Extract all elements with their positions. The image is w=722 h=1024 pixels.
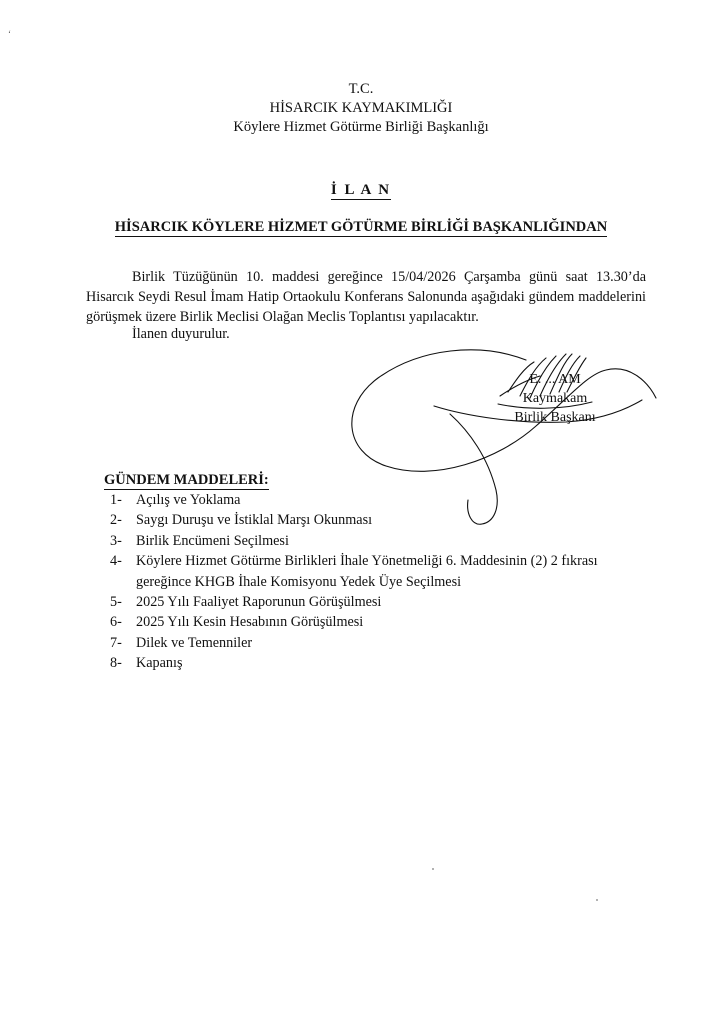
list-item: [110, 612, 670, 632]
agenda-item-number: 8-: [110, 655, 122, 672]
scan-speck: [596, 899, 598, 901]
list-item: [110, 592, 670, 612]
scan-speck: [432, 868, 434, 870]
agenda-item-number: 3-: [110, 532, 122, 549]
list-item: [110, 633, 670, 653]
issuing-authority-text: HİSARCIK KÖYLERE HİZMET GÖTÜRME BİRLİĞİ BAŞKANLIĞINDAN: [114, 219, 608, 235]
document-title-text: İ L A N: [330, 182, 392, 198]
list-item: [110, 653, 670, 673]
agenda-item-number: 1-: [110, 492, 122, 508]
agenda-list: [110, 490, 670, 674]
agenda-item-text: Kapanış: [136, 655, 183, 672]
agenda-item-number: 6-: [110, 614, 122, 631]
letterhead: [0, 80, 722, 137]
agenda-item-number: 2-: [110, 512, 122, 529]
agenda-item-text: Saygı Duruşu ve İstiklal Marşı Okunması: [136, 512, 373, 529]
agenda-item-number: 5-: [110, 594, 122, 611]
signatory-title-1: Kaymakam: [522, 391, 588, 406]
list-item: [110, 510, 670, 530]
list-item: [110, 551, 670, 571]
signature-block: [455, 370, 655, 427]
agenda-item-text: 2025 Yılı Kesin Hesabının Görüşülmesi: [136, 614, 364, 631]
agenda-item-text: Açılış ve Yoklama: [136, 492, 241, 508]
agenda-item-text: Birlik Encümeni Seçilmesi: [136, 532, 289, 549]
document-title: [0, 182, 722, 199]
agenda-item-text: Dilek ve Temenniler: [136, 634, 253, 651]
signatory-title-2: Birlik Başkanı: [514, 410, 596, 425]
agenda-heading-text: GÜNDEM MADDELERİ:: [104, 472, 269, 488]
stray-mark: ‘: [8, 29, 11, 39]
agenda-item-number: 7-: [110, 634, 122, 651]
letterhead-line-1: T.C.: [348, 81, 374, 97]
agenda-item-continuation: gereğince KHGB İhale Komisyonu Yedek Üye Seçilmesi: [136, 573, 462, 590]
body-paragraph-2: [86, 324, 646, 344]
issuing-authority-line: [0, 219, 722, 236]
body-paragraph-2-text: İlanen duyurulur.: [132, 326, 230, 342]
signatory-name: E. ... AM: [529, 372, 581, 387]
agenda-item-number: 4-: [110, 553, 122, 570]
agenda-item-text: Köylere Hizmet Götürme Birlikleri İhale Yönetmeliği 6. Maddesinin (2) 2 fıkrası: [136, 553, 598, 570]
body-paragraph-1-text: Birlik Tüzüğünün 10. maddesi gereğince 15/04/2026 Çarşamba günü saat 13.30’da Hisarcık Seydi Resul İmam Hatip Ortaokulu Konferans Salonunda aşağıdaki gündem maddelerini görüşmek üzere Birlik Meclisi Olağan Meclis Toplantısı yapılacaktır.: [86, 269, 646, 325]
agenda-item-text: 2025 Yılı Faaliyet Raporunun Görüşülmesi: [136, 594, 382, 611]
agenda-heading: [104, 472, 269, 489]
list-item: [110, 531, 670, 551]
letterhead-line-3: Köylere Hizmet Götürme Birliği Başkanlığı: [233, 119, 489, 135]
body-paragraph-1: [86, 267, 646, 327]
list-item: [110, 490, 670, 510]
letterhead-line-2: HİSARCIK KAYMAKIMLIĞI: [269, 100, 453, 116]
